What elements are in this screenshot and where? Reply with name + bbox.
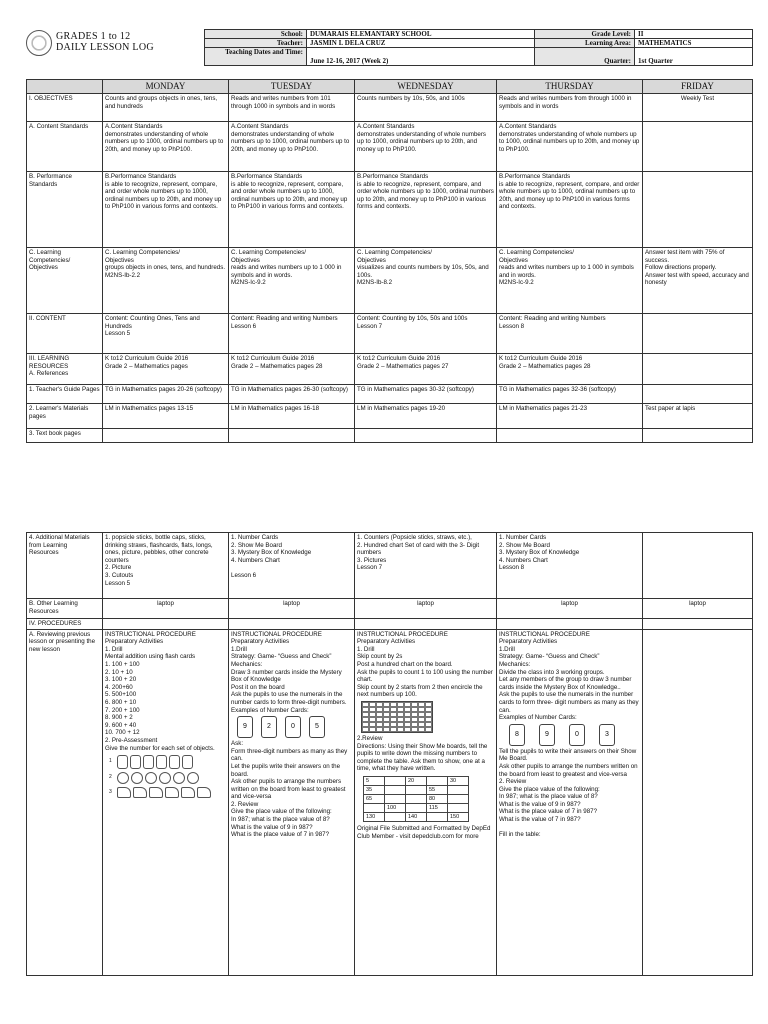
monday-procedure <box>103 629 229 975</box>
school-label: School: <box>205 30 307 39</box>
corner-cell <box>27 80 103 94</box>
missing-numbers-table <box>363 776 469 822</box>
table-row <box>27 533 753 599</box>
table-cell: 55 <box>427 785 448 794</box>
table-row <box>27 599 753 619</box>
table-row <box>27 314 753 354</box>
table-cell: B.Performance Standards is able to recognize, represent, compare, and order whole numbers up to 1000, ordinal numbers up to 20th, and money up to PhP100 in various forms and contexts. <box>229 172 355 248</box>
table-row <box>27 385 753 404</box>
row-label: A. Content Standards <box>27 122 103 172</box>
hundred-chart-cell <box>383 727 390 732</box>
table-cell: K to12 Curriculum Guide 2016 Grade 2 – Mathematics pages 28 <box>229 354 355 385</box>
table-cell: Content: Counting Ones, Tens and Hundreds Lesson 5 <box>103 314 229 354</box>
row-label: II. CONTENT <box>27 314 103 354</box>
row-label: IV. PROCEDURES <box>27 619 103 630</box>
object-set-animals <box>109 787 226 798</box>
table-row <box>27 172 753 248</box>
row-label: A. Reviewing previous lesson or presenting the new lesson <box>27 629 103 975</box>
hundred-chart-cell <box>362 727 369 732</box>
table-cell <box>103 619 229 630</box>
set-number: 2 <box>109 774 112 781</box>
table-cell: 140 <box>406 812 427 821</box>
title-line2: DAILY LESSON LOG <box>56 42 154 53</box>
animal-icon <box>197 787 211 798</box>
wednesday-review-text: 2.Review Directions: Using their Show Me boards, tell the pupils to write down the missing numbers to complete the table. Ask them to show, one at a time, what they have written. <box>357 734 488 773</box>
table-cell <box>229 429 355 443</box>
table-cell <box>355 429 497 443</box>
set-number: 1 <box>109 758 112 765</box>
monday-procedure-text: INSTRUCTIONAL PROCEDURE Preparatory Activities 1. Drill Mental addition using flash cards 1. 100 + 100 2. 10 + 10 3. 100 + 20 4. 200+60 5. 500+100 6. 800 + 10 7. 200 + 100 8. 900 + 2 9. 600 + 40 10. 700 + 12 2. Pre-Assessment Give the number for each set of objects. <box>105 630 215 752</box>
friday-procedure <box>643 629 753 975</box>
table-cell: C. Learning Competencies/ Objectives groups objects in ones, tens, and hundreds. M2NS-Ib-2.2 <box>103 248 229 314</box>
row-label: I. OBJECTIVES <box>27 94 103 122</box>
quarter-value: 1st Quarter <box>635 48 753 66</box>
table-cell: C. Learning Competencies/ Objectives visualizes and counts numbers by 10s, 50s, and 100s. M2NS-Ib-8.2 <box>355 248 497 314</box>
row-label: 4. Additional Materials from Learning Resources <box>27 533 103 599</box>
table-cell: Reads and writes numbers from 101 through 1000 in symbols and in words <box>229 94 355 122</box>
coin-icon <box>159 772 171 784</box>
dates-value: June 12-16, 2017 (Week 2) <box>307 48 535 66</box>
thursday-procedure <box>497 629 643 975</box>
table-cell: 20 <box>406 776 427 785</box>
day-header: THURSDAY <box>497 80 643 94</box>
table-cell: 35 <box>364 785 385 794</box>
lesson-table-bottom <box>26 532 753 976</box>
wednesday-procedure <box>355 629 497 975</box>
table-cell: laptop <box>229 599 355 619</box>
table-cell: Reads and writes numbers from through 1000 in symbols and in words <box>497 94 643 122</box>
bottle-icon <box>117 755 128 769</box>
bottle-icon <box>130 755 141 769</box>
table-cell: Counts numbers by 10s, 50s, and 100s <box>355 94 497 122</box>
number-card: 0 <box>285 716 301 738</box>
table-cell: B.Performance Standards is able to recognize, represent, compare, and order whole numbers up to 1000, ordinal numbers up to 20th, and money up to PhP100 in various forms and contexts. <box>103 172 229 248</box>
table-cell: laptop <box>103 599 229 619</box>
source-note: Original File Submitted and Formatted by DepEd Club Member - visit depedclub.com for more <box>357 824 491 840</box>
table-cell: A.Content Standards demonstrates understanding of whole numbers up to 1000, ordinal numbers up to 20th, and money up to PhP100. <box>103 122 229 172</box>
area-value: MATHEMATICS <box>635 39 753 48</box>
table-cell: C. Learning Competencies/ Objectives reads and writes numbers up to 1 000 in symbols and in words. M2NS-Ic-9.2 <box>229 248 355 314</box>
table-cell: 100 <box>385 803 406 812</box>
row-label: 1. Teacher's Guide Pages <box>27 385 103 404</box>
table-cell: 5 <box>364 776 385 785</box>
hundred-chart-cell <box>390 727 397 732</box>
table-cell: 150 <box>448 812 469 821</box>
hundred-chart-cell <box>404 727 411 732</box>
table-cell <box>643 619 753 630</box>
hundred-chart-cell <box>369 727 376 732</box>
table-cell: Test paper at lapis <box>643 404 753 429</box>
table-cell: 115 <box>427 803 448 812</box>
animal-icon <box>181 787 195 798</box>
deped-seal <box>26 30 52 56</box>
table-cell <box>406 794 427 803</box>
table-row <box>27 429 753 443</box>
grade-label: Grade Level: <box>535 30 635 39</box>
coin-icon <box>173 772 185 784</box>
table-cell: laptop <box>497 599 643 619</box>
table-cell <box>643 385 753 404</box>
day-header: MONDAY <box>103 80 229 94</box>
row-label: B. Other Learning Resources <box>27 599 103 619</box>
number-card: 9 <box>539 724 555 746</box>
hundred-chart-cell <box>397 727 404 732</box>
number-card: 0 <box>569 724 585 746</box>
area-label: Learning Area: <box>535 39 635 48</box>
coin-icon <box>187 772 199 784</box>
wednesday-procedure-text: INSTRUCTIONAL PROCEDURE Preparatory Activities 1. Drill Skip count by 2s Post a hundred chart on the board. Ask the pupils to count 1 to 100 using the number chart. Skip count by 2 starts from 2 then encircle the next numbers up 100. <box>357 630 493 699</box>
table-cell: Answer test item with 75% of success. Follow directions properly. Answer test with speed, accuracy and honesty <box>643 248 753 314</box>
table-cell <box>497 429 643 443</box>
row-label: 2. Learner's Materials pages <box>27 404 103 429</box>
number-card: 2 <box>261 716 277 738</box>
table-cell: LM in Mathematics pages 19-20 <box>355 404 497 429</box>
hundred-chart <box>361 701 433 733</box>
table-cell <box>448 803 469 812</box>
animal-icon <box>165 787 179 798</box>
number-card: 9 <box>237 716 253 738</box>
bottle-icon <box>156 755 167 769</box>
number-cards <box>509 724 640 746</box>
bottle-icon <box>169 755 180 769</box>
row-label: B. Performance Standards <box>27 172 103 248</box>
table-cell <box>643 172 753 248</box>
number-cards <box>237 716 352 738</box>
table-row <box>27 122 753 172</box>
table-row <box>364 812 469 821</box>
number-card: 5 <box>309 716 325 738</box>
animal-icon <box>133 787 147 798</box>
tuesday-procedure <box>229 629 355 975</box>
table-cell: K to12 Curriculum Guide 2016 Grade 2 – Mathematics pages 27 <box>355 354 497 385</box>
table-cell <box>229 619 355 630</box>
table-cell: K to12 Curriculum Guide 2016 Grade 2 – Mathematics pages 28 <box>497 354 643 385</box>
table-cell: LM in Mathematics pages 16-18 <box>229 404 355 429</box>
table-cell: A.Content Standards demonstrates understanding of whole numbers up to 1000, ordinal numbers up to 20th, and money up to PhP100. <box>497 122 643 172</box>
table-cell <box>448 785 469 794</box>
table-cell: laptop <box>643 599 753 619</box>
table-cell <box>643 429 753 443</box>
table-cell <box>385 785 406 794</box>
table-cell <box>497 619 643 630</box>
table-cell: C. Learning Competencies/ Objectives reads and writes numbers up to 1 000 in symbols and in words. M2NS-Ic-9.2 <box>497 248 643 314</box>
table-cell <box>385 812 406 821</box>
row-label: C. Learning Competencies/ Objectives <box>27 248 103 314</box>
table-cell: B.Performance Standards is able to recognize, represent, compare, and order whole numbers up to 1000, ordinal numbers up to 20th, and money up to PhP100 in various forms and contexts. <box>497 172 643 248</box>
hundred-chart-cell <box>418 727 425 732</box>
table-cell: LM in Mathematics pages 13-15 <box>103 404 229 429</box>
top-table-body <box>27 94 753 443</box>
hundred-chart-cell <box>411 727 418 732</box>
day-header: TUESDAY <box>229 80 355 94</box>
header-info-table <box>204 29 753 66</box>
quarter-label: Quarter: <box>535 48 635 66</box>
set-number: 3 <box>109 788 112 795</box>
table-row <box>364 794 469 803</box>
table-cell <box>427 812 448 821</box>
object-set-coins <box>109 772 226 784</box>
tuesday-procedure-text: INSTRUCTIONAL PROCEDURE Preparatory Activities 1.Drill Strategy: Game- “Guess and Check” Mechanics: Draw 3 number cards inside the Mystery Box of Knowledge Post it on the board Ask the pupils to use the numerals in the number cards to form three-digit numbers. Examples of Number Cards: <box>231 630 347 714</box>
animal-icon <box>149 787 163 798</box>
table-cell: Content: Reading and writing Numbers Lesson 6 <box>229 314 355 354</box>
object-set-bottles <box>109 755 226 769</box>
row-label: 3. Text book pages <box>27 429 103 443</box>
grade-value: II <box>635 30 753 39</box>
hundred-chart-cell <box>376 727 383 732</box>
coin-icon <box>145 772 157 784</box>
bottom-table-body <box>27 533 753 630</box>
table-cell <box>406 803 427 812</box>
animal-icon <box>117 787 131 798</box>
table-cell <box>355 619 497 630</box>
coin-icon <box>117 772 129 784</box>
table-row <box>27 404 753 429</box>
table-cell <box>643 354 753 385</box>
log-title <box>56 31 154 53</box>
table-cell <box>427 776 448 785</box>
table-row <box>27 619 753 630</box>
table-cell: TG in Mathematics pages 26-30 (softcopy) <box>229 385 355 404</box>
table-cell <box>385 794 406 803</box>
table-cell: TG in Mathematics pages 30-32 (softcopy) <box>355 385 497 404</box>
day-header: FRIDAY <box>643 80 753 94</box>
table-cell: Content: Counting by 10s, 50s and 100s Lesson 7 <box>355 314 497 354</box>
table-cell <box>643 122 753 172</box>
lesson-table-top <box>26 79 753 443</box>
day-header: WEDNESDAY <box>355 80 497 94</box>
table-cell: 65 <box>364 794 385 803</box>
table-cell: laptop <box>355 599 497 619</box>
teacher-value: JASMIN I. DELA CRUZ <box>307 39 535 48</box>
table-cell: 130 <box>364 812 385 821</box>
table-cell <box>364 803 385 812</box>
table-cell: TG in Mathematics pages 20-26 (softcopy) <box>103 385 229 404</box>
table-cell <box>103 429 229 443</box>
table-row <box>364 803 469 812</box>
table-row <box>27 94 753 122</box>
table-cell: 1. Number Cards 2. Show Me Board 3. Mystery Box of Knowledge 4. Numbers Chart Lesson 8 <box>497 533 643 599</box>
table-cell <box>406 785 427 794</box>
table-cell: LM in Mathematics pages 21-23 <box>497 404 643 429</box>
table-cell: A.Content Standards demonstrates understanding of whole numbers up to 1000, ordinal numbers up to 20th, and money up to PhP100. <box>229 122 355 172</box>
table-row <box>27 354 753 385</box>
title-line1: GRADES 1 to 12 <box>56 31 131 42</box>
table-cell: B.Performance Standards is able to recognize, represent, compare, and order whole numbers up to 1000, ordinal numbers up to 20th, and money up to PhP100 in various forms and contexts. <box>355 172 497 248</box>
bottle-icon <box>182 755 193 769</box>
table-row <box>364 776 469 785</box>
number-card: 8 <box>509 724 525 746</box>
bottle-icon <box>143 755 154 769</box>
table-cell <box>643 314 753 354</box>
table-cell: A.Content Standards demonstrates understanding of whole numbers up to 1000, ordinal numbers up to 20th, and money up to PhP100. <box>355 122 497 172</box>
hundred-chart-cell <box>425 727 432 732</box>
table-cell: K to12 Curriculum Guide 2016 Grade 2 – Mathematics pages <box>103 354 229 385</box>
table-cell: Counts and groups objects in ones, tens, and hundreds <box>103 94 229 122</box>
table-cell: Weekly Test <box>643 94 753 122</box>
number-card: 3 <box>599 724 615 746</box>
table-cell: 1. popsicle sticks, bottle caps, sticks, drinking straws, flashcards, flats, longs, ones, picture, pebbles, other concrete counters 2. Picture 3. Cutouts Lesson 5 <box>103 533 229 599</box>
teacher-label: Teacher: <box>205 39 307 48</box>
thursday-procedure-text: INSTRUCTIONAL PROCEDURE Preparatory Activities 1.Drill Strategy: Game- “Guess and Check” Mechanics: Divide the class into 3 working groups. Let any members of the group to draw 3 number cards inside the Mystery Box of Knowledge.. Ask the pupils to use the numerals in the number cards to form three- digit numbers as many as they can. Examples of Number Cards: <box>499 630 639 722</box>
table-cell: TG in Mathematics pages 32-36 (softcopy) <box>497 385 643 404</box>
dates-label: Teaching Dates and Time: <box>205 48 307 66</box>
tuesday-procedure-text-2: Ask: Form three-digit numbers as many as they can. Let the pupils write their answers on the board. Ask other pupils to arrange the numbers written on the board from least to greatest and vice-versa 2. Review Give the place value of the following: In 987; what is the place value of 8? What is the value of 9 in 987? What is the place value of 7 in 987? <box>231 740 348 839</box>
table-cell: 1. Number Cards 2. Show Me Board 3. Mystery Box of Knowledge 4. Numbers Chart Lesson 6 <box>229 533 355 599</box>
table-cell: 80 <box>427 794 448 803</box>
table-row <box>364 785 469 794</box>
table-row <box>27 248 753 314</box>
row-label: III. LEARNING RESOURCES A. References <box>27 354 103 385</box>
table-cell: 1. Counters (Popsicle sticks, straws, etc.), 2. Hundred chart Set of card with the 3- Digit numbers 3. Pictures Lesson 7 <box>355 533 497 599</box>
table-cell: Content: Reading and writing Numbers Lesson 8 <box>497 314 643 354</box>
objects-pictures <box>109 755 226 798</box>
table-cell: 30 <box>448 776 469 785</box>
table-cell <box>385 776 406 785</box>
school-value: DUMARAIS ELEMANTARY SCHOOL <box>307 30 535 39</box>
table-cell <box>448 794 469 803</box>
coin-icon <box>131 772 143 784</box>
table-cell <box>643 533 753 599</box>
thursday-procedure-text-2: Tell the pupils to write their answers on their Show Me Board. Ask other pupils to arrange the numbers written on the board from least to greatest and vice-versa 2. Review Give the place value of the following: In 987; what is the place value of 8? What is the value of 9 in 987? What is the place value of 7 in 987? What is the value of 7 in 987? Fill in the table: <box>499 747 638 839</box>
